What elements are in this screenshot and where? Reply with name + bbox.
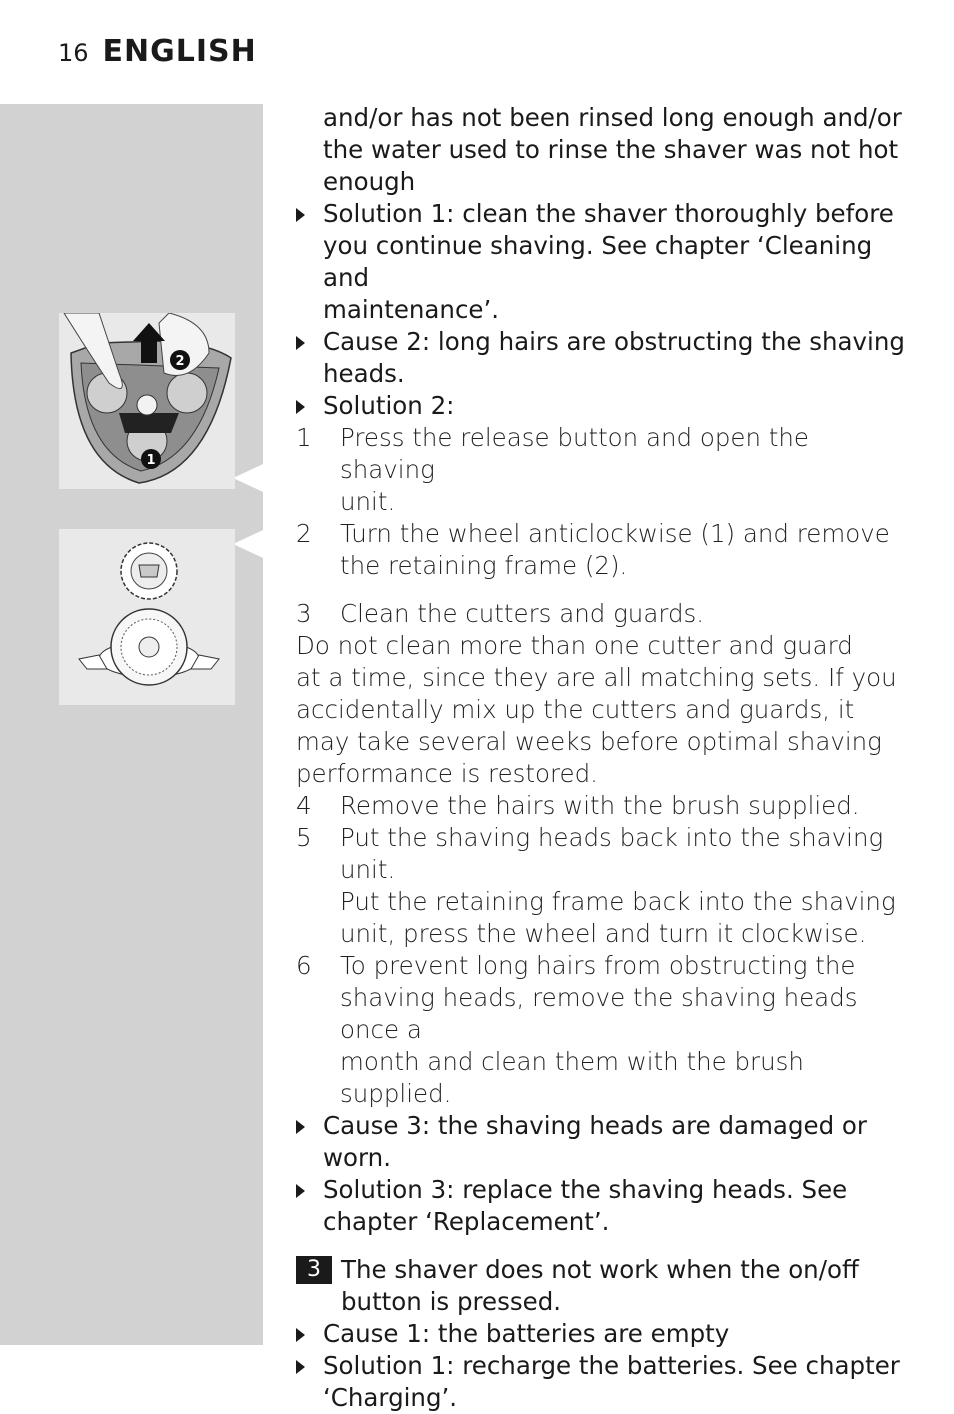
step-line: month and clean them with the brush supplied. xyxy=(340,1047,804,1108)
step-label: 1 xyxy=(146,453,156,468)
intro-line: and/or has not been rinsed long enough and/or xyxy=(323,103,902,132)
bullet-icon xyxy=(296,326,323,358)
solution-1b-line: Solution 1: recharge the batteries. See chapter xyxy=(323,1351,900,1380)
step-continuation xyxy=(296,918,906,950)
spacer xyxy=(296,582,906,598)
step-item xyxy=(296,518,906,550)
solution-1b-item xyxy=(296,1350,906,1382)
step-item xyxy=(296,598,906,630)
step-continuation xyxy=(296,886,906,918)
note-line: Do not clean more than one cutter and guard xyxy=(296,631,853,660)
figure-pointer xyxy=(233,464,263,492)
step-line: Clean the cutters and guards. xyxy=(340,599,705,628)
step-line: To prevent long hairs from obstructing the xyxy=(340,951,856,980)
step-item xyxy=(296,950,906,982)
cause-2-item xyxy=(296,326,906,358)
step-continuation xyxy=(296,550,906,582)
step-item xyxy=(296,422,906,486)
step-number: 4 xyxy=(296,791,312,820)
solution-2-label: Solution 2: xyxy=(323,391,455,420)
bullet-icon xyxy=(296,1318,323,1350)
section-3-title-line: The shaver does not work when the on/off xyxy=(341,1255,859,1284)
step-item xyxy=(296,790,906,822)
solution-1-item xyxy=(296,198,906,230)
figure-pointer xyxy=(233,530,263,558)
note-line: may take several weeks before optimal shaving xyxy=(296,727,882,756)
cutter-guard-illustration xyxy=(59,529,235,705)
solution-3-item xyxy=(296,1174,906,1206)
step-line: the retaining frame (2). xyxy=(340,551,628,580)
step-number: 5 xyxy=(296,823,312,852)
step-line: unit. xyxy=(340,487,396,516)
figure-open-shaving-unit xyxy=(59,313,235,489)
page-header xyxy=(58,34,257,74)
bullet-icon xyxy=(296,1174,323,1206)
step-continuation xyxy=(296,1046,906,1110)
step-line: unit, press the wheel and turn it clockwise. xyxy=(340,919,867,948)
solution-3-line: chapter ‘Replacement’. xyxy=(323,1207,610,1236)
shaving-unit-illustration xyxy=(59,313,235,489)
section-3-heading xyxy=(296,1254,906,1286)
note-line: accidentally mix up the cutters and guards, it xyxy=(296,695,855,724)
step-line: Press the release button and open the shaving xyxy=(340,423,810,484)
cause-2-line: heads. xyxy=(323,359,405,388)
bullet-icon xyxy=(296,390,323,422)
step-number: 2 xyxy=(296,519,312,548)
step-continuation xyxy=(296,486,906,518)
note-line: performance is restored. xyxy=(296,759,598,788)
bullet-icon xyxy=(296,198,323,230)
solution-2-item xyxy=(296,390,906,422)
solution-1-line: you continue shaving. See chapter ‘Cleaning and xyxy=(323,231,873,292)
section-3-title-line: button is pressed. xyxy=(341,1287,562,1316)
cause-1b-line: Cause 1: the batteries are empty xyxy=(323,1319,730,1348)
step-item xyxy=(296,822,906,886)
spacer xyxy=(296,1238,906,1254)
step-line: Put the shaving heads back into the shaving unit. xyxy=(340,823,884,884)
step-line: Remove the hairs with the brush supplied. xyxy=(340,791,860,820)
intro-line: enough xyxy=(323,167,416,196)
illustration-sidebar xyxy=(0,104,263,1345)
bullet-icon xyxy=(296,1350,323,1382)
step-number: 6 xyxy=(296,951,312,980)
cause-1b-item xyxy=(296,1318,906,1350)
cause-3-item xyxy=(296,1110,906,1174)
troubleshooting-content xyxy=(296,102,906,1414)
solution-3-line: Solution 3: replace the shaving heads. See xyxy=(323,1175,848,1204)
step-line: Put the retaining frame back into the shaving xyxy=(340,887,896,916)
cause-3-line: Cause 3: the shaving heads are damaged or worn. xyxy=(323,1111,867,1172)
solution-1-line: maintenance’. xyxy=(323,295,500,324)
intro-line: the water used to rinse the shaver was not hot xyxy=(323,135,899,164)
step-continuation xyxy=(296,982,906,1046)
cause-2-line: Cause 2: long hairs are obstructing the shaving xyxy=(323,327,905,356)
language-heading: ENGLISH xyxy=(102,34,257,69)
step-line: shaving heads, remove the shaving heads once a xyxy=(340,983,858,1044)
bullet-icon xyxy=(296,1110,323,1174)
step-line: Turn the wheel anticlockwise (1) and remove xyxy=(340,519,890,548)
solution-1-line: Solution 1: clean the shaver thoroughly before xyxy=(323,199,894,228)
solution-1b-line: ‘Charging’. xyxy=(323,1383,458,1412)
note-line: at a time, since they are all matching sets. If you xyxy=(296,663,897,692)
step-label: 2 xyxy=(175,354,185,369)
section-number-badge: 3 xyxy=(296,1256,332,1284)
figure-cutter-and-guard xyxy=(59,529,235,705)
step-number: 3 xyxy=(296,599,312,628)
step-number: 1 xyxy=(296,423,312,452)
page-number: 16 xyxy=(58,39,89,67)
